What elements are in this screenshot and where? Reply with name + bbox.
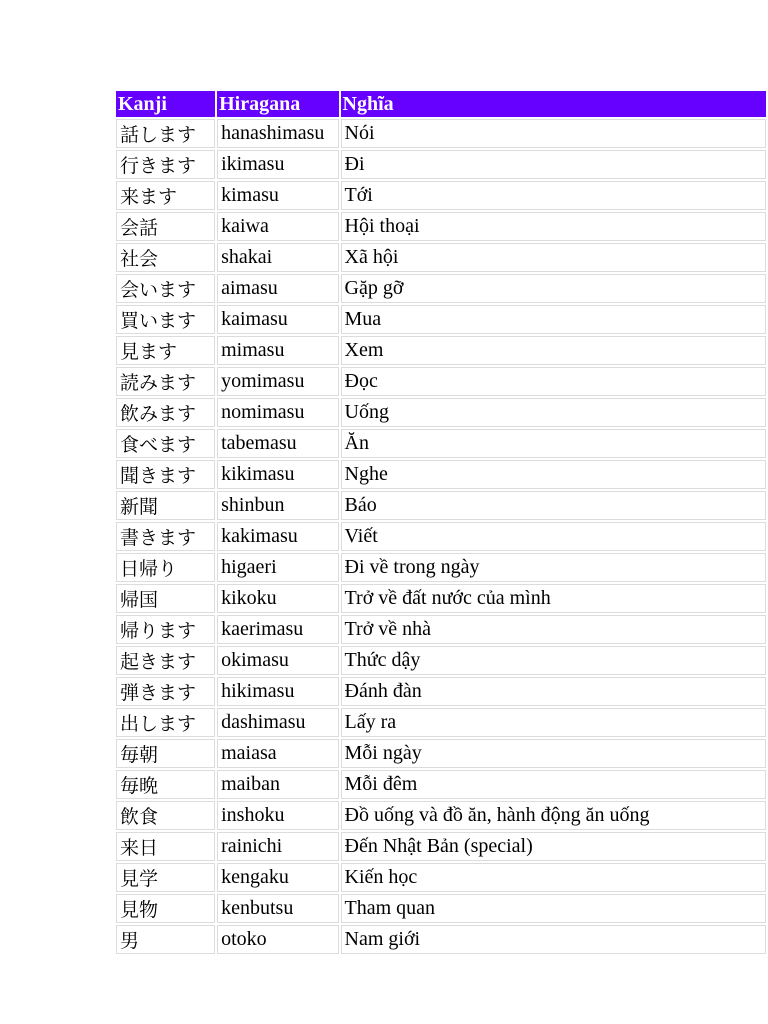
cell-hiragana: kikimasu — [217, 460, 338, 489]
cell-hiragana: otoko — [217, 925, 338, 954]
cell-meaning: Uống — [341, 398, 766, 427]
cell-hiragana: hikimasu — [217, 677, 338, 706]
table-row — [116, 150, 766, 179]
table-row — [116, 305, 766, 334]
table-row — [116, 367, 766, 396]
cell-kanji: 見学 — [116, 863, 215, 892]
table-row — [116, 832, 766, 861]
table-row — [116, 894, 766, 923]
cell-kanji: 帰ります — [116, 615, 215, 644]
cell-hiragana: kenbutsu — [217, 894, 338, 923]
cell-kanji: 弾きます — [116, 677, 215, 706]
cell-meaning: Mua — [341, 305, 766, 334]
cell-hiragana: mimasu — [217, 336, 338, 365]
cell-hiragana: shinbun — [217, 491, 338, 520]
table-row — [116, 181, 766, 210]
cell-kanji: 話します — [116, 119, 215, 148]
header-meaning: Nghĩa — [341, 91, 766, 117]
cell-hiragana: maiban — [217, 770, 338, 799]
cell-kanji: 日帰り — [116, 553, 215, 582]
cell-hiragana: inshoku — [217, 801, 338, 830]
table-row — [116, 615, 766, 644]
cell-kanji: 帰国 — [116, 584, 215, 613]
cell-meaning: Xã hội — [341, 243, 766, 272]
cell-meaning: Thức dậy — [341, 646, 766, 675]
cell-kanji: 買います — [116, 305, 215, 334]
cell-meaning: Đọc — [341, 367, 766, 396]
cell-meaning: Viết — [341, 522, 766, 551]
vocabulary-table — [114, 89, 768, 956]
table-row — [116, 491, 766, 520]
table-row — [116, 553, 766, 582]
cell-hiragana: okimasu — [217, 646, 338, 675]
cell-meaning: Hội thoại — [341, 212, 766, 241]
cell-hiragana: kakimasu — [217, 522, 338, 551]
cell-kanji: 会います — [116, 274, 215, 303]
cell-meaning: Gặp gỡ — [341, 274, 766, 303]
cell-meaning: Trở về đất nước của mình — [341, 584, 766, 613]
cell-hiragana: hanashimasu — [217, 119, 338, 148]
cell-hiragana: kaimasu — [217, 305, 338, 334]
cell-hiragana: kaiwa — [217, 212, 338, 241]
cell-kanji: 来ます — [116, 181, 215, 210]
header-hiragana: Hiragana — [217, 91, 338, 117]
table-row — [116, 398, 766, 427]
table-row — [116, 460, 766, 489]
table-row — [116, 429, 766, 458]
cell-kanji: 食べます — [116, 429, 215, 458]
cell-meaning: Lấy ra — [341, 708, 766, 737]
cell-hiragana: kimasu — [217, 181, 338, 210]
cell-meaning: Trở về nhà — [341, 615, 766, 644]
table-row — [116, 646, 766, 675]
cell-meaning: Đến Nhật Bản (special) — [341, 832, 766, 861]
table-header-row — [116, 91, 766, 117]
cell-hiragana: kaerimasu — [217, 615, 338, 644]
cell-meaning: Ăn — [341, 429, 766, 458]
cell-meaning: Mỗi ngày — [341, 739, 766, 768]
table-row — [116, 522, 766, 551]
table-row — [116, 708, 766, 737]
cell-meaning: Tham quan — [341, 894, 766, 923]
cell-meaning: Xem — [341, 336, 766, 365]
table-row — [116, 677, 766, 706]
cell-kanji: 見物 — [116, 894, 215, 923]
cell-meaning: Nghe — [341, 460, 766, 489]
cell-kanji: 毎晩 — [116, 770, 215, 799]
cell-kanji: 出します — [116, 708, 215, 737]
cell-hiragana: ikimasu — [217, 150, 338, 179]
cell-hiragana: dashimasu — [217, 708, 338, 737]
cell-meaning: Báo — [341, 491, 766, 520]
cell-kanji: 毎朝 — [116, 739, 215, 768]
cell-hiragana: tabemasu — [217, 429, 338, 458]
cell-hiragana: maiasa — [217, 739, 338, 768]
cell-meaning: Đánh đàn — [341, 677, 766, 706]
cell-kanji: 新聞 — [116, 491, 215, 520]
cell-kanji: 見ます — [116, 336, 215, 365]
cell-kanji: 男 — [116, 925, 215, 954]
cell-hiragana: yomimasu — [217, 367, 338, 396]
cell-kanji: 来日 — [116, 832, 215, 861]
cell-meaning: Đi — [341, 150, 766, 179]
cell-kanji: 読みます — [116, 367, 215, 396]
table-row — [116, 863, 766, 892]
cell-kanji: 社会 — [116, 243, 215, 272]
cell-hiragana: aimasu — [217, 274, 338, 303]
table-row — [116, 119, 766, 148]
cell-kanji: 飲食 — [116, 801, 215, 830]
cell-meaning: Đi về trong ngày — [341, 553, 766, 582]
table-row — [116, 584, 766, 613]
cell-hiragana: kengaku — [217, 863, 338, 892]
cell-hiragana: shakai — [217, 243, 338, 272]
cell-meaning: Kiến học — [341, 863, 766, 892]
table-row — [116, 336, 766, 365]
cell-meaning: Tới — [341, 181, 766, 210]
cell-hiragana: higaeri — [217, 553, 338, 582]
cell-kanji: 起きます — [116, 646, 215, 675]
header-kanji: Kanji — [116, 91, 215, 117]
table-row — [116, 925, 766, 954]
cell-hiragana: nomimasu — [217, 398, 338, 427]
cell-kanji: 行きます — [116, 150, 215, 179]
table-row — [116, 770, 766, 799]
table-row — [116, 274, 766, 303]
table-row — [116, 243, 766, 272]
cell-kanji: 聞きます — [116, 460, 215, 489]
cell-meaning: Đồ uống và đồ ăn, hành động ăn uống — [341, 801, 766, 830]
cell-hiragana: kikoku — [217, 584, 338, 613]
cell-kanji: 会話 — [116, 212, 215, 241]
cell-meaning: Mỗi đêm — [341, 770, 766, 799]
cell-meaning: Nói — [341, 119, 766, 148]
table-row — [116, 739, 766, 768]
cell-hiragana: rainichi — [217, 832, 338, 861]
table-body — [116, 119, 766, 954]
cell-kanji: 飲みます — [116, 398, 215, 427]
table-row — [116, 801, 766, 830]
cell-kanji: 書きます — [116, 522, 215, 551]
cell-meaning: Nam giới — [341, 925, 766, 954]
table-row — [116, 212, 766, 241]
